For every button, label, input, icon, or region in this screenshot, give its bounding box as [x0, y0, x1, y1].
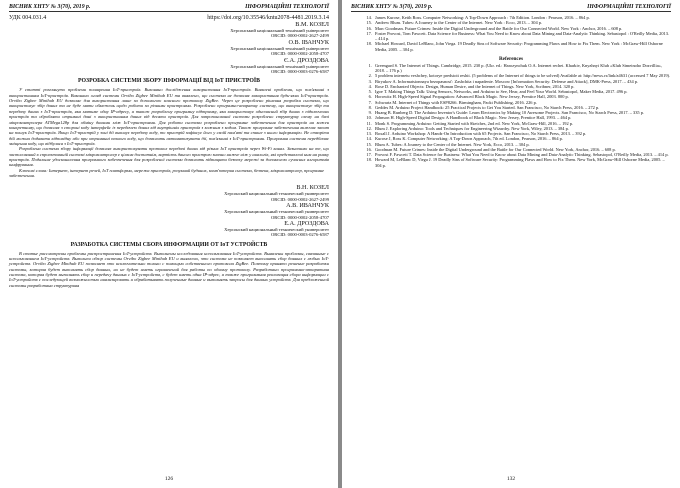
paper-title-ua: РОЗРОБКА СИСТЕМИ ЗБОРУ ІНФОРМАЦІЇ ВІД ІоТ ПРИСТРОЇВ: [78, 78, 260, 85]
journal-name: ВІСНИК ХНТУ № 3(70), 2019 р.: [351, 4, 433, 10]
author-affiliation: Херсонський національний технічний університет: [230, 45, 329, 51]
reference-item: 13. Boxall J. Arduino Workshop: A Hands-On Introduction with 65 Projects. San Francisco, No Starch Press, 2013. – 392 p.: [373, 131, 671, 136]
reference-item: 17. Provost F. Fawcett T. Data Science for Business: What You Need to Know about Data Mining and Data-Analytic Thinking. Sebastopol, O'Reilly Media, 2013. – 414 p.: [373, 152, 671, 157]
author-orcid: ORCID: 0000-0002-2627-2499: [270, 33, 329, 39]
reference-item: 15. Andrew Blum. Tubes: A Journey to the Center of the Internet. New York : Ecco, 2013. – 304 p.: [373, 20, 671, 25]
section-name: ІНФОРМАЦІЙНІ ТЕХНОЛОГІЇ: [245, 4, 329, 10]
reference-item: 16. Goodman M. Future Crimes: Inside the Digital Underground and the Battle for Our Connected World. New York, Anchor, 2016. – 608 p.: [373, 147, 671, 152]
author-block: [9, 39, 329, 57]
author-orcid: ORCID: 0000-0002-2058-4707: [270, 51, 329, 57]
reference-item: 10. Johnson H. High-Speed Digital Design: A Handbook of Black Magic. New Jersey, Prentice Hall, 1993. – 464 p.: [373, 115, 671, 120]
author-block: [9, 57, 329, 75]
running-header: [9, 4, 329, 12]
author-name: А.В. ИВАНЧУК: [286, 202, 329, 210]
author-affiliation: Херсонский национальный технический университет: [224, 191, 329, 197]
reference-item: 14. James Kurose, Keith Ross. Computer Networking: A Top-Down Approach : 7th Edition. London : Pearson, 2016. – 864 p.: [373, 15, 671, 20]
author-name: В.М. КОЗЕЛ: [295, 21, 329, 28]
journal-name: ВІСНИК ХНТУ № 3(70), 2019 р.: [9, 4, 91, 10]
reference-item: 6. Horowitz H. High-Speed Signal Propagation: Advanced Black Magic. New Jersey, Prentice Hall, 2003. 800 p.: [373, 94, 671, 99]
author-block: [9, 21, 329, 39]
author-orcid: ORCID: 0000-0003-0276-6587: [270, 69, 329, 75]
references-heading: References: [498, 55, 524, 62]
author-block: [9, 202, 329, 220]
author-affiliation: Херсонський національний технічний університет: [230, 63, 329, 69]
paper-title-ru: РАЗРАБОТКА СИСТЕМЫ СБОРА ИНФОРМАЦИИ ОТ IoT УСТРОЙСТВ: [70, 241, 268, 248]
keywords-ua: Ключові слова: Інтернет, інтернет речей, IoT платформи, мережа пристроїв, розумний будинок, комп'ютерна система, безпека, мікроконтролер, програмне забезпечення.: [9, 167, 325, 178]
reference-item: 2. 5 problem internetu veshchey, kotorye predstoit reshit. (5 problems of the Internet of things to be solved) Available at: http://news.rs/link/a4631 (accessed 7 May 2019).: [373, 73, 671, 78]
page-number: 126: [164, 476, 174, 482]
author-affiliation: Херсонський національний технічний університет: [230, 28, 329, 33]
reference-item: 12. Blum J. Exploring Arduino: Tools and Techniques for Engineering Wizardry. New York, Wiley, 2013. – 384 p.: [373, 126, 671, 131]
reference-item: 18. Michael Howard, David LeBlanc, John Viega. 19 Deadly Sins of Software Security: Programming Flaws and How to Fix Them. New York : McGraw-Hill Osborne Media, 2005. – 304 p.: [373, 41, 671, 52]
reference-item: 4. Rose D. Enchanted Objects: Design, Human Desire, and the Internet of Things. New York, Scribner, 2014. 320 p.: [373, 84, 671, 89]
authors-ru: [9, 184, 329, 237]
author-name: Е.А. ДРОЗДОВА: [284, 219, 329, 227]
reference-item: 1. Greengard S. The Internet of Things. Cambridge, 2015. 230 p. (Ukr. ed.: Harozynchuk O.A. Internet rechei. Kharkiv, Knyzhnyi Klub «Klub Simeinoho Dozvillia», 2018. – 176 p.): [373, 63, 671, 74]
section-name: ІНФОРМАЦІЙНІ ТЕХНОЛОГІЇ: [587, 4, 671, 10]
udk-code: УДК 004.031.4: [9, 15, 47, 21]
reference-item: 7. Schwartz M. Internet of Things with ESP8266. Birmingham, Packt Publishing, 2016. 226 p.: [373, 100, 671, 105]
author-orcid: ORCID: 0000-0003-0276-6587: [270, 232, 329, 238]
reference-item: 9. Huang B. Runberg D. The Arduino Inventor's Guide: Learn Electronics by Making 10 Awesome Projects. San Francisco, No Starch Press, 2017. – 335 p.: [373, 110, 671, 115]
reference-item: 8. Geddes M. Arduino Project Handbook: 25 Practical Projects to Get You Started. San Francisco, No Starch Press, 2016. – 272 p.: [373, 105, 671, 110]
author-block: [9, 220, 329, 238]
author-affiliation: Херсонский национальный технический университет: [224, 226, 329, 232]
authors-ua: [9, 21, 329, 74]
author-name: О.В. ІВАНЧУК: [288, 38, 329, 46]
doi-link[interactable]: https://doi.org/10.35546/kntu2078-4481.2019.3.14: [207, 15, 329, 21]
reference-item: 17. Foster Provost, Tom Fawcett. Data Science for Business: What You Need to Know about Data Mining and Data-Analytic Thinking. Sebastopol : O'Reilly Media, 2013. – 414 p.: [373, 31, 671, 42]
reference-item: 5. Igoe T. Making Things Talk: Using Sensors, Networks, and Arduino to See, Hear, and Feel Your World. Sebastopol, Maker Media, 2017. 496 p.: [373, 89, 671, 94]
running-header: [351, 4, 671, 12]
reference-item: 18. Howard M, LeBlanc D, Viega J. 19 Deadly Sins of Software Security: Programming Flaws and How to Fix Them. New York, McGraw-Hill Osborne Media, 2005. – 304 p.: [373, 157, 671, 168]
reference-item: 16. Marc Goodman. Future Crimes: Inside the Digital Underground and the Battle for Our Connected World. New York : Anchor, 2016. – 608 p.: [373, 26, 671, 31]
abstract-ru-paragraph: В статье рассмотрены проблемы распространения IoT-устройств. Выполнены исследования использования IoT-устройств. Выявлены проблемы, связанные с использованием IoT-устройств. Выполнен обзор системы Orvibo Zigbee Minihub EU и выявлено, что система не позволяет выполнять сбор данных с любых IoT-устройств. Orvibo Zigbee Minihub EU позволяет это исключительно только с помощью собственного протокола ZigBee. Поэтому принято решение разработки системы, которая будет выполнять сбор данных, но не будет иметь ограничений для работы по одному протоколу. Разработано программно-аппаратная система, которая будет выполнять сбор и передачу данных с IoT-устройств, с будет иметь одна IP-адрес, а также программная реализация сбора информации с IoT-устройств с последующей возможностью анализировать и обрабатывать полученные данные и выполнять запросы для данных устройств. Для предложенной системы разработана структурная: [9, 250, 329, 288]
reference-item: 14. Kurose J, Ross K. Computer Networking: A Top-Down Approach, 7th ed. London, Pearson, 2016. – 864 p.: [373, 136, 671, 141]
author-name: В.Н. КОЗЕЛ: [296, 184, 329, 192]
reference-item: 3. Biryukov A. Informatsionnaya bezopasnost': Zashchita i napadenie. Moscow [Information Security: Defense and Attack], DMK-Press, 2017. – 434 p.: [373, 79, 671, 84]
author-name: Є.А. ДРОЗДОВА: [283, 56, 329, 64]
reference-list-en: [351, 63, 671, 168]
right-page: [342, 0, 680, 488]
reference-list-continued: [351, 15, 671, 52]
author-orcid: ORCID: 0000-0002-2058-4707: [270, 214, 329, 220]
author-affiliation: Херсонский национальный технический университет: [224, 209, 329, 215]
reference-item: 11. Monk S. Programming Arduino: Getting Started with Sketches, 2nd ed. New York, McGraw-Hill, 2016. – 192 p.: [373, 121, 671, 126]
left-page: [0, 0, 338, 488]
abstract-ua-paragraph-2: Розроблена система збору інформації дозволяє використовувати протокол передачі даних від різних IoT пристроїв через Wi-Fi канал. Зазначимо на те, що застосований в спроектованій системі мікроконтролер є цілком достатнім, вартість даного пристрою значно нижче ніж у аналогів, які представлені ним на ринку пристроїв. Подальше удосконалення програмного забезпечення для розробленої системи дозволить підвищити безпеку мережі за допомогою сучасних алгоритмів шифрування.: [9, 146, 329, 168]
abstract-ua-paragraph-1: У статті розглянуто проблеми поширення ІоТ-пристроїв. Виконано дослідження використання IoT-пристроїв. Виявлені проблеми, що пов'язанні з використанням IoT-пристроїв. Виконано огляд системи Orvibo Zigbee Minihub EU та виявлено, що система не дозволяє використання будь-яких IoT-пристроїв. Orvibo Zigbee Minihub EU дозволяє для використання лише за допомогою власного протоколу ZigBee. Через це розроблено рішення розробки системи, що використовує збір даних та не буде мати обмежень щодо роботи за різними пристроями. Розроблено програмно-апаратну систему, що використовує збір та передачу даних з ІоТ-пристроїв, яка матиме одну IP-адресу, а також розроблену програмну підтримку, яка використовує одночасний збір даних з підключених пристроїв та обробляти отримані дані з використанням даних від десяти пристроїв. Для запропонованої системи розроблено структурну схему на базі мікроконтролера ATMega128p для обміну даними між ІоТ-пристроями. Для роботи системи розроблено програмне забезпечення для пристроїв на кожен конкретному, що дозволяє з стороні коду інтерфейс із передачею даних від внутрішніх пристроїв з кожним з кодом. Також програмне забезпечення включає запит на пошук ІоТ-пристроїв. Якщо ІоТ-пристрій у зоні дії виконує передачу коду, то пристрій зафіксує його у своїй пам'яті та спише з нього інформацію. Не створіта дій можна додавати відповідну або при отриманні певного коду, що дозволить автоматизувати дії, пов'язанні з ІоТ-пристроями. Програмна система передбачає зміщення коду, що відбулися з ІоТ-пристроїв.: [9, 87, 329, 146]
page-number: 132: [506, 476, 516, 482]
reference-item: 15. Blum A. Tubes: A Journey to the Center of the Internet. New York, Ecco, 2013. – 304 p.: [373, 142, 671, 147]
author-orcid: ORCID: 0000-0002-2627-2499: [270, 196, 329, 202]
author-block: [9, 184, 329, 202]
